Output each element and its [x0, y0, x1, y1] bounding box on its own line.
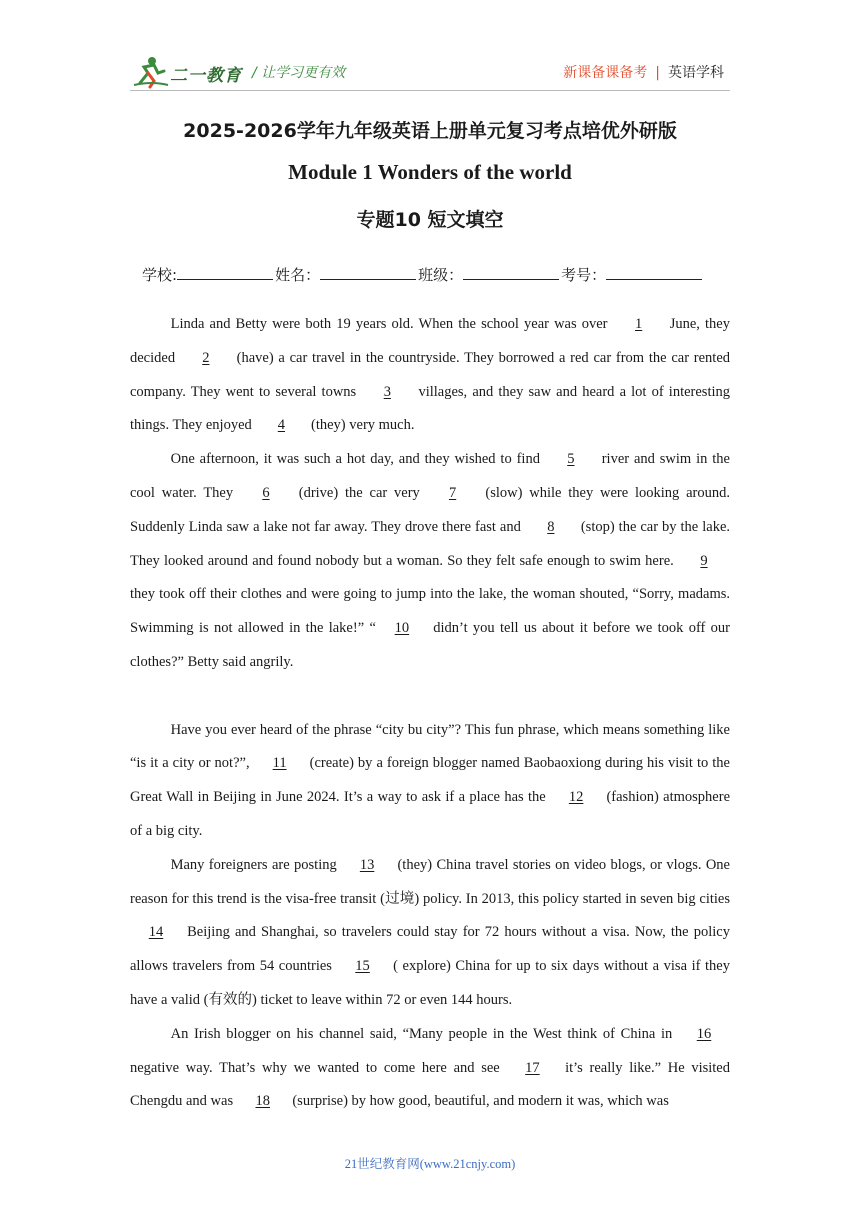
blank-15[interactable]: 15	[355, 958, 370, 975]
passage-text: didn’t you tell us about it before we took off our clothes?” Betty said angrily.	[130, 620, 730, 670]
passage-text: (they) China travel stories on video blogs, or vlogs. One reason for this trend is the visa-free transit (过境) policy. In 2013, this policy started in seven big cities	[130, 856, 730, 907]
blank-7[interactable]: 7	[448, 484, 457, 501]
exam-no-field[interactable]	[606, 265, 702, 280]
passage-text: negative way. That’s why we wanted to come here and see	[130, 1059, 507, 1076]
passage-content	[130, 308, 730, 1119]
school-label: 学校:	[142, 266, 178, 284]
slogan: / 让学习更有效	[252, 65, 346, 81]
blank-17[interactable]: 17	[525, 1059, 540, 1076]
blank-4[interactable]: 4	[277, 417, 286, 434]
passage-text: (create) by a foreign blogger named Baobaoxiong during his visit to the Great Wall in Beijing in June 2024. It’s a way to ask if a place has the	[130, 755, 730, 806]
passage-text: One afternoon, it was such a hot day, and they wished to find	[170, 451, 545, 468]
passage-text: (drive) the car very	[291, 484, 427, 501]
blank-16[interactable]: 16	[696, 1025, 712, 1042]
passage-text: (they) very much.	[307, 417, 415, 434]
passage-text: Linda and Betty were both 19 years old. When the school year was over	[170, 316, 613, 332]
doc-title: 2025-2026学年九年级英语上册单元复习考点培优外研版	[183, 120, 677, 142]
brand-separator: |	[655, 65, 660, 81]
paragraph	[130, 308, 730, 443]
passage-text: Beijing and Shanghai, so travelers could stay for 72 hours without a visa. Now, the policy allows travelers from 54 countries	[130, 924, 730, 975]
blank-14[interactable]: 14	[148, 924, 164, 941]
passage-text: (surprise) by how good, beautiful, and modern it was, which was	[288, 1093, 669, 1110]
brand-label	[563, 62, 724, 82]
blank-2[interactable]: 2	[202, 349, 210, 366]
passage-text: (fashion) atmosphere of a big city.	[130, 789, 730, 839]
blank-18[interactable]: 18	[255, 1093, 270, 1110]
passage-text: (slow) while they were looking around. Suddenly Linda saw a lake not far away. They drove there fast and	[130, 484, 730, 535]
passage-text: river and swim in the cool water. They	[130, 451, 730, 501]
module-title: Module 1 Wonders of the world	[288, 160, 572, 184]
class-label: 班级：	[418, 266, 464, 284]
blank-1[interactable]: 1	[634, 316, 643, 332]
student-info-line	[142, 264, 704, 285]
name-label: 姓名：	[275, 266, 321, 284]
blank-12[interactable]: 12	[568, 789, 584, 806]
passage-text: June, they decided	[130, 316, 730, 366]
passage-text: (stop) the car by the lake. They looked around and found nobody but a woman. So they felt safe enough to swim here.	[130, 518, 731, 569]
blank-3[interactable]: 3	[383, 383, 391, 400]
passage-text: An Irish blogger on his channel said, “Many people in the West think of China in	[170, 1025, 678, 1042]
header-divider	[130, 90, 730, 91]
blank-5[interactable]: 5	[567, 451, 575, 468]
passage-text: (have) a car travel in the countryside. They borrowed a red car from the car rented company. They went to several towns	[130, 349, 731, 400]
logo	[132, 55, 247, 89]
paragraph	[130, 1018, 730, 1119]
blank-11[interactable]: 11	[272, 755, 287, 772]
blank-8[interactable]: 8	[547, 518, 555, 535]
passage-text: Have you ever heard of the phrase “city bu city”? This fun phrase, which means something like “is it a city or not?”,	[130, 721, 730, 772]
passage-text: villages, and they saw and heard a lot of interesting things. They enjoyed	[130, 383, 730, 434]
paragraph	[130, 443, 730, 680]
passage-gap	[130, 680, 730, 714]
passage-text: Many foreigners are posting	[170, 856, 342, 873]
paragraph	[130, 849, 730, 1018]
blank-9[interactable]: 9	[700, 552, 708, 569]
school-field[interactable]	[177, 265, 273, 280]
name-field[interactable]	[320, 265, 416, 280]
passage-text: they took off their clothes and were going to jump into the lake, the woman shouted, “Sorry, madams. Swimming is not allowed in the lake!” “	[130, 586, 730, 637]
page-header	[0, 0, 860, 100]
topic-title: 专题10 短文填空	[356, 209, 504, 231]
brand-left: 新课备课备考	[563, 65, 648, 81]
class-field[interactable]	[463, 265, 559, 280]
blank-13[interactable]: 13	[359, 856, 375, 873]
passage-text: it’s really like.” He visited Chengdu and was	[130, 1059, 730, 1110]
footer-link[interactable]: 21世纪教育网(www.21cnjy.com)	[344, 1157, 516, 1171]
paragraph	[130, 714, 730, 849]
brand-right: 英语学科	[668, 65, 724, 81]
blank-6[interactable]: 6	[262, 484, 270, 501]
exam-no-label: 考号：	[561, 266, 607, 284]
blank-10[interactable]: 10	[394, 620, 410, 637]
passage-text: ( explore) China for up to six days without a visa if they have a valid (有效的) ticket to leave within 72 or even 144 hours.	[130, 958, 730, 1008]
logo-text: 二一教育	[170, 66, 242, 86]
